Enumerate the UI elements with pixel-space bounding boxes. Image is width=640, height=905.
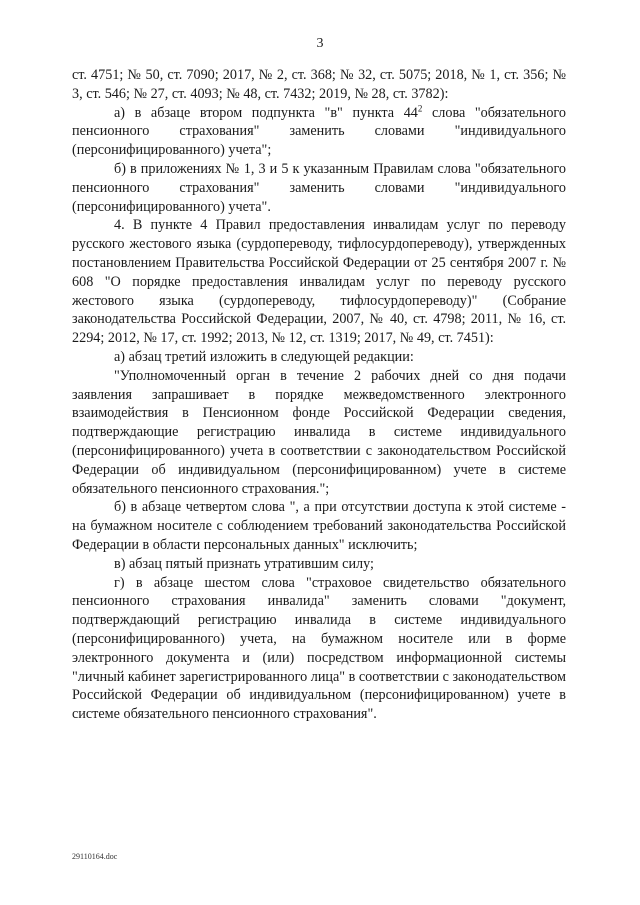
paragraph-subitem-a: а) абзац третий изложить в следующей редакции: (114, 348, 414, 365)
paragraph-subitem-b: б) в абзаце четвертом слова ", а при отсутствии доступа к этой системе - на бумажном носителе с соблюдением требований законодательства Российской Федерации в области персональных данных" исключить; (72, 499, 566, 553)
paragraph-citation-continuation: ст. 4751; № 50, ст. 7090; 2017, № 2, ст. 368; № 32, ст. 5075; 2018, № 1, ст. 356; № 3, ст. 546; № 27, ст. 4093; № 48, ст. 7432; 2019, № 28, ст. 3782): (72, 67, 566, 102)
paragraph-item-b: б) в приложениях № 1, 3 и 5 к указанным Правилам слова "обязательного пенсионного страхования" заменить словами "индивидуального (персонифицированного) учета". (72, 160, 566, 215)
paragraph-subitem-g: г) в абзаце шестом слова "страховое свидетельство обязательного пенсионного страхования инвалида" заменить словами "документ, подтверждающий регистрацию инвалида в системе индивидуального (персонифицированного) учета, на бумажном носителе или в форме электронного документа и (или) посредством информационной системы "личный кабинет зарегистрированного лица" в соответствии с законодательством Российской Федерации об индивидуальном (персонифицированном) учете в системе обязательного пенсионного страхования". (72, 574, 566, 723)
paragraph-point-4: 4. В пункте 4 Правил предоставления инвалидам услуг по переводу русского жестового языка (сурдопереводу, тифлосурдопереводу), утвержденных постановлением Правительства Российской Федерации от 25 сентября 2007 г. № 608 "О порядке предоставления инвалидам услуг по переводу русского жестового языка (сурдопереводу, тифлосурдопереводу)" (Собрание законодательства Российской Федерации, 2007, № 40, ст. 4798; 2011, № 16, ст. 2294; 2012, № 17, ст. 1992; 2013, № 12, ст. 1319; 2017, № 49, ст. 7451): (72, 217, 566, 347)
page-number: 3 (316, 36, 324, 51)
document-file-code: 29110164.doc (72, 852, 118, 861)
paragraph-item-a-rest: слова "обязательного пенсионного страхования" заменить словами "индивидуального (персонифицированного) учета"; (72, 104, 566, 159)
paragraph-subitem-v: в) абзац пятый признать утратившим силу; (114, 555, 374, 572)
paragraph-quoted-text: "Уполномоченный орган в течение 2 рабочих дней со дня подачи заявления запрашивает в порядке межведомственного электронного взаимодействия в Пенсионном фонде Российской Федерации сведения, подтверждающие регистрацию инвалида в системе индивидуального (персонифицированного) учета в соответствии с законодательством Российской Федерации об индивидуальном (персонифицированном) учете в системе обязательного пенсионного страхования."; (72, 367, 566, 497)
paragraph-item-a (72, 104, 566, 160)
document-body (72, 66, 566, 724)
paragraph-item-a-text: а) в абзаце втором подпункта "в" пункта 44 (114, 104, 418, 121)
superscript: 2 (417, 102, 423, 113)
